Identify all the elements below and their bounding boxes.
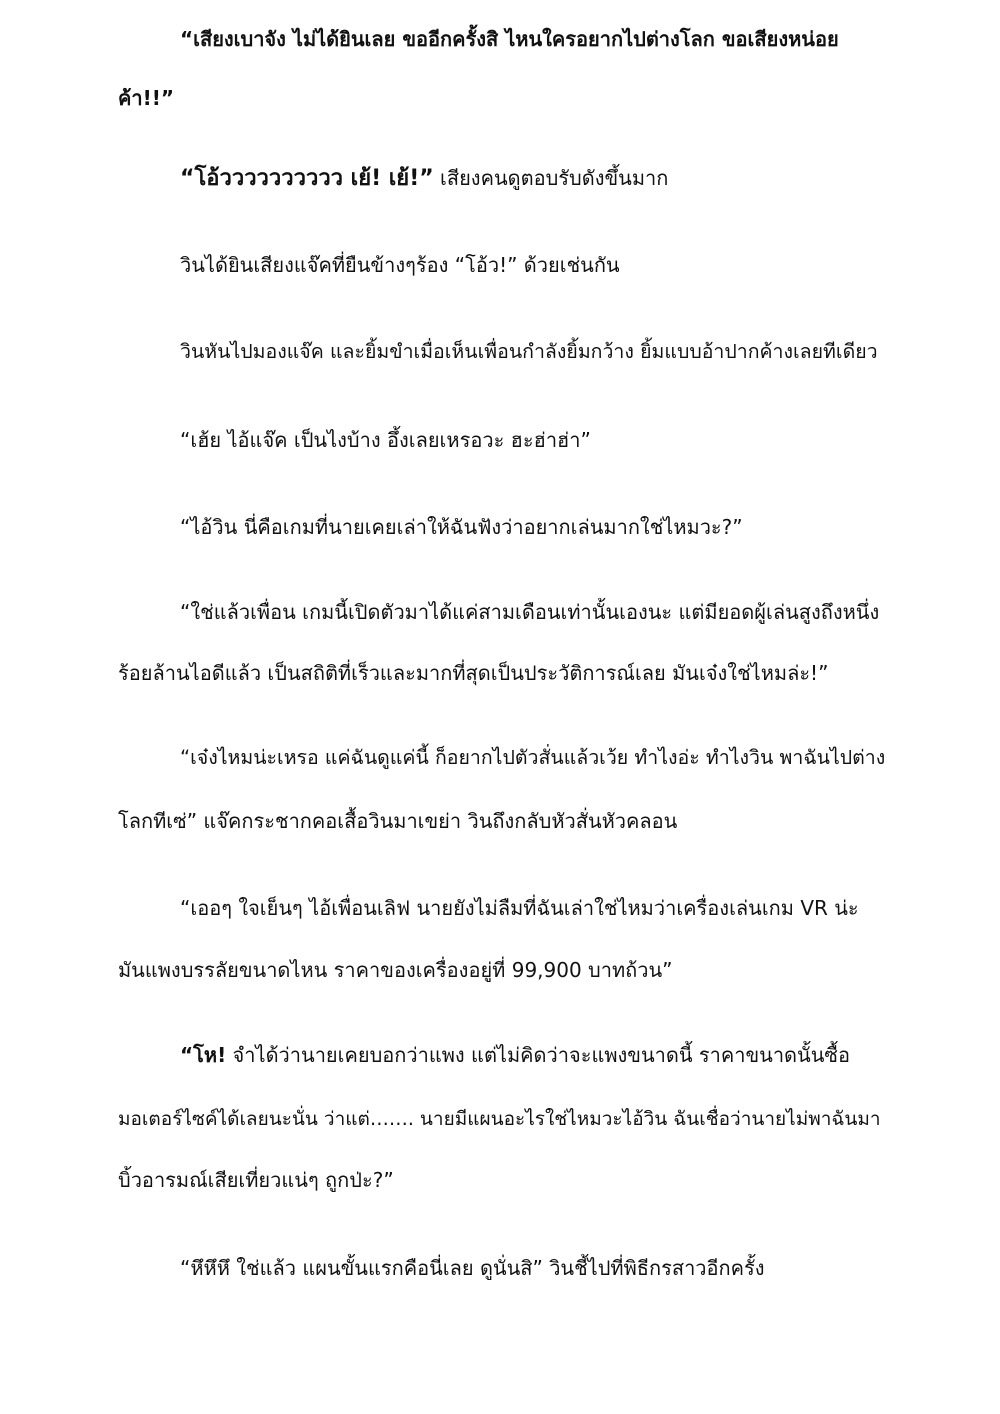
dialogue-text: มอเตอร์ไซค์ได้เลยนะนั่น ว่าแต่……. นายมีแผนอะไรใช่ไหมวะไอ้วิน ฉันเชื่อว่านายไม่พาฉันมา [118,1108,881,1130]
narration-text: วินหันไปมองแจ๊ค และยิ้มขำเมื่อเห็นเพื่อนกำลังยิ้มกว้าง ยิ้มแบบอ้าปากค้างเลยทีเดียว [180,340,878,363]
paragraph-8-line-1 [180,743,885,773]
paragraph-1-line-1 [180,24,839,54]
paragraph-10-line-3 [118,1165,394,1195]
dialogue-text: มันแพงบรรลัยขนาดไหน ราคาของเครื่องอยู่ที่ 99,900 บาทถ้วน” [118,958,673,982]
dialogue-text: จำได้ว่านายเคยบอกว่าแพง แต่ไม่คิดว่าจะแพงขนาดนี้ ราคาขนาดนั้นซื้อ [226,1043,850,1067]
paragraph-7-line-1 [180,597,879,627]
paragraph-3-line-1 [180,250,620,280]
dialogue-text: โลกทีเซ่” แจ๊คกระชากคอเสื้อวินมาเขย่า วินถึงกลับหัวสั่นหัวคลอน [118,809,678,833]
narration-text: วินได้ยินเสียงแจ๊คที่ยืนข้างๆร้อง “โอ้ว!” ด้วยเช่นกัน [180,253,620,277]
exclamation-bold: “โห! [180,1043,227,1067]
dialogue-text: “ใช่แล้วเพื่อน เกมนี้เปิดตัวมาได้แค่สามเดือนเท่านั้นเองนะ แต่มียอดผู้เล่นสูงถึงหนึ่ง [180,600,880,624]
dialogue-text: “หึหึหึ ใช่แล้ว แผนขั้นแรกคือนี่เลย ดูนั่นสิ” วินชี้ไปที่พิธีกรสาวอีกครั้ง [180,1256,765,1280]
dialogue-text: “เออๆ ใจเย็นๆ ไอ้เพื่อนเลิฟ นายยังไม่ลืมที่ฉันเล่าใช่ไหมว่าเครื่องเล่นเกม VR น่ะ [180,896,859,920]
dialogue-bold: “เสียงเบาจัง ไม่ได้ยินเลย ขออีกครั้งสิ ไหนใครอยากไปต่างโลก ขอเสียงหน่อย [180,27,839,51]
shout-bold: “โอ้วววววววววว เย้! เย้!” [180,166,434,191]
dialogue-text: “เจ๋งไหมน่ะเหรอ แค่ฉันดูแค่นี้ ก็อยากไปตัวสั่นแล้วเว้ย ทำไงอ่ะ ทำไงวิน พาฉันไปต่าง [180,746,886,769]
dialogue-bold: ค้า!!” [118,86,174,110]
paragraph-9-line-2 [118,955,673,985]
paragraph-4-line-1 [180,337,878,367]
paragraph-10-line-1 [180,1040,850,1070]
paragraph-9-line-1 [180,893,859,923]
narration-text: เสียงคนดูตอบรับดังขึ้นมาก [433,166,669,190]
paragraph-7-line-2 [118,658,828,688]
paragraph-10-line-2 [118,1104,881,1134]
dialogue-text: “เฮ้ย ไอ้แจ๊ค เป็นไงบ้าง อึ้งเลยเหรอวะ ฮะฮ่าฮ่า” [180,428,591,452]
paragraph-5-line-1 [180,425,591,455]
paragraph-2-line-1 [180,163,668,194]
dialogue-text: ร้อยล้านไอดีแล้ว เป็นสถิติที่เร็วและมากที่สุดเป็นประวัติการณ์เลย มันเจ๋งใช่ไหมล่ะ!” [118,661,829,685]
dialogue-text: บิ้วอารมณ์เสียเที่ยวแน่ๆ ถูกป่ะ?” [118,1168,394,1192]
paragraph-11-line-1 [180,1253,765,1283]
paragraph-8-line-2 [118,806,677,836]
dialogue-text: “ไอ้วิน นี่คือเกมที่นายเคยเล่าให้ฉันฟังว่าอยากเล่นมากใช่ไหมวะ?” [180,515,743,539]
paragraph-6-line-1 [180,512,743,542]
paragraph-1-line-2 [118,83,174,113]
